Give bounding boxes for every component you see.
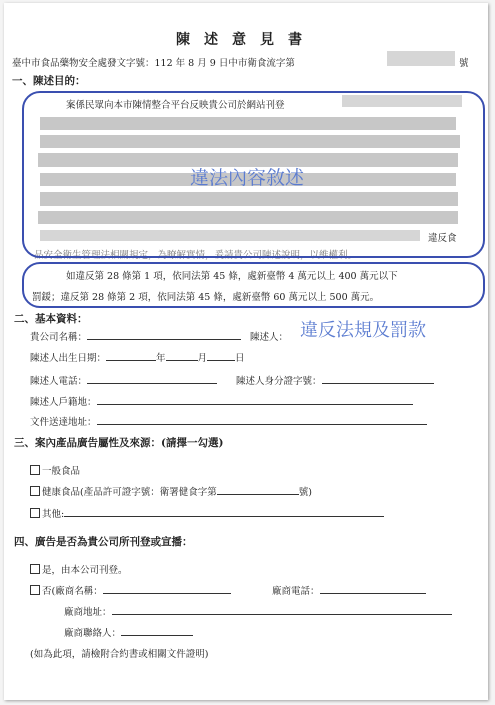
statement-tail-text: 違反食: [428, 233, 457, 244]
birth-day-input-line[interactable]: [207, 350, 235, 361]
content-annotation-label: 違法內容敘述: [190, 167, 305, 189]
violation-line-1: 如違反第 28 條第 1 項，依同法第 45 條，處新臺幣 4 萬元以上 400 萬元以下: [66, 271, 398, 282]
other-input-line[interactable]: [64, 506, 384, 517]
birth-year-unit: 年: [156, 353, 166, 364]
company-name-label: 貴公司名稱：: [30, 332, 88, 343]
id-number-input-line[interactable]: [322, 373, 434, 384]
document-title: 陳述意見書: [176, 32, 316, 48]
general-food-label: 一般食品: [42, 466, 81, 477]
section3-heading: 三、案內產品廣告屬性及來源：(請擇一勾選): [14, 437, 224, 449]
option-other[interactable]: [30, 506, 384, 520]
company-name-field: [30, 329, 241, 343]
penalty-annotation-label: 違反法規及罰款: [300, 320, 426, 341]
self-published-label: 是，由本公司刊登。: [42, 565, 128, 576]
birth-month-unit: 月: [197, 353, 208, 364]
household-field: [30, 394, 413, 408]
vendor-contact-field: [64, 625, 193, 639]
household-label: 陳述人戶籍地：: [30, 397, 97, 408]
vendor-phone-field: [272, 583, 426, 597]
birth-month-input-line[interactable]: [166, 350, 198, 361]
violation-line-2: 罰鍰；違反第 28 條第 2 項，依同法第 45 條，處新臺幣 60 萬元以上 500 萬元。: [32, 292, 380, 303]
statement-last-line: 品安全衛生管理法相關規定，為瞭解實情，爰請貴公司陳述說明，以維權利。: [34, 250, 358, 261]
health-food-label: 健康食品(產品許可證字號：衛署健食字第: [42, 487, 217, 498]
other-checkbox[interactable]: [30, 508, 40, 518]
health-food-checkbox[interactable]: [30, 486, 40, 496]
document-page: [4, 3, 488, 700]
reference-number-prefix: 臺中市食品藥物安全處發文字號：112 年 8 月 9 日中市衛食流字第: [12, 58, 295, 69]
vendor-address-label: 廠商地址：: [64, 607, 112, 618]
option-self-published[interactable]: [30, 562, 128, 576]
birth-year-input-line[interactable]: [106, 350, 156, 361]
birth-date-label: 陳述人出生日期：: [30, 353, 107, 364]
vendor-address-input-line[interactable]: [112, 604, 452, 615]
option-general-food[interactable]: [30, 463, 80, 477]
footnote: (如為此項，請檢附合約書或相關文件證明): [30, 649, 209, 660]
vendor-address-field: [64, 604, 452, 618]
penalty-highlight-oval: [22, 262, 485, 308]
birth-date-field: [30, 350, 245, 364]
mailing-address-label: 文件送達地址：: [30, 417, 97, 428]
phone-field: [30, 373, 217, 387]
reference-number-suffix: 號: [459, 58, 469, 69]
id-number-field: [236, 373, 434, 387]
general-food-checkbox[interactable]: [30, 465, 40, 475]
self-published-checkbox[interactable]: [30, 564, 40, 574]
section2-heading: 二、基本資料：: [14, 313, 88, 325]
mailing-address-field: [30, 414, 427, 428]
health-permit-input-line[interactable]: [217, 484, 299, 495]
vendor-name-label: 否(廠商名稱：: [42, 586, 103, 597]
vendor-contact-input-line[interactable]: [121, 625, 193, 636]
option-vendor-published[interactable]: [30, 583, 231, 597]
vendor-published-checkbox[interactable]: [30, 585, 40, 595]
vendor-phone-input-line[interactable]: [320, 583, 426, 594]
phone-label: 陳述人電話：: [30, 376, 88, 387]
section1-heading: 一、陳述目的：: [12, 75, 86, 87]
birth-day-unit: 日: [235, 353, 245, 364]
household-input-line[interactable]: [97, 394, 413, 405]
other-label: 其他:: [42, 509, 65, 520]
statement-person-label: 陳述人：: [250, 332, 289, 343]
vendor-phone-label: 廠商電話：: [272, 586, 320, 597]
reference-number-line: [12, 55, 295, 69]
mailing-address-input-line[interactable]: [97, 414, 427, 425]
section4-heading: 四、廣告是否為貴公司所刊登或宣播：: [14, 536, 193, 548]
option-health-food[interactable]: [30, 484, 312, 498]
health-food-suffix: 號): [298, 487, 312, 498]
statement-first-line: 案係民眾向本市陳情整合平台反映貴公司於網站刊登: [66, 100, 285, 111]
redacted-reference-number: [387, 51, 455, 66]
phone-input-line[interactable]: [87, 373, 217, 384]
vendor-contact-label: 廠商聯絡人：: [64, 628, 122, 639]
company-name-input-line[interactable]: [87, 329, 241, 340]
id-number-label: 陳述人身分證字號：: [236, 376, 322, 387]
vendor-name-input-line[interactable]: [103, 583, 231, 594]
